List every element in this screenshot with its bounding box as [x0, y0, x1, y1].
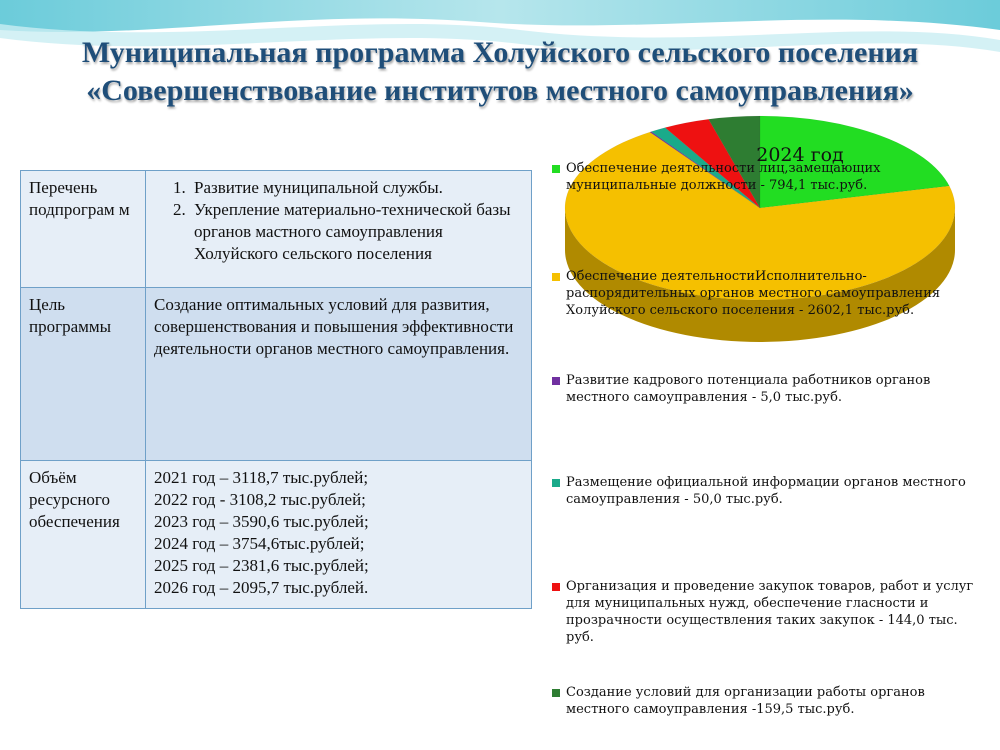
table-row-goal — [21, 288, 532, 461]
legend-label: Обеспечение деятельностиИсполнительно-распорядительных органов местного самоуправления Холуйского сельского поселения - 2602,1 тыс.руб. — [566, 269, 941, 318]
subprogram-item-1: 1. Развитие муниципальной службы. — [190, 177, 523, 199]
table-cell-subprograms — [146, 171, 532, 288]
legend-item — [552, 578, 982, 646]
legend-item — [552, 268, 982, 319]
funding-year-line: 2023 год – 3590,6 тыс.рублей; — [154, 512, 369, 531]
page-title — [0, 34, 1000, 110]
program-info-table — [20, 170, 532, 609]
table-cell-funding — [146, 461, 532, 609]
funding-year-line: 2022 год - 3108,2 тыс.рублей; — [154, 490, 366, 509]
chart-title: 2024 год — [756, 144, 844, 166]
legend-label: Развитие кадрового потенциала работников органов местного самоуправления - 5,0 тыс.руб. — [566, 373, 931, 405]
subprogram-list — [154, 177, 523, 265]
legend-swatch — [552, 479, 560, 487]
funding-year-line: 2025 год – 2381,6 тыс.рублей; — [154, 556, 369, 575]
table-row-funding — [21, 461, 532, 609]
table-cell-label: Цель программы — [21, 288, 146, 461]
page-title-line-1: Муниципальная программа Холуйского сельского поселения — [81, 36, 919, 69]
legend-label: Размещение официальной информации органов местного самоуправления - 50,0 тыс.руб. — [566, 475, 966, 507]
legend-item — [552, 474, 982, 508]
legend-swatch — [552, 165, 560, 173]
page-title-line-2: «Совершенствование институтов местного самоуправления» — [86, 74, 914, 107]
funding-year-line: 2021 год – 3118,7 тыс.рублей; — [154, 468, 369, 487]
legend-swatch — [552, 689, 560, 697]
table-row-subprograms — [21, 171, 532, 288]
funding-year-line: 2024 год – 3754,6тыс.рублей; — [154, 534, 365, 553]
legend-swatch — [552, 583, 560, 591]
table-cell-goal: Создание оптимальных условий для развития, совершенствования и повышения эффективности деятельности органов местного самоуправления. — [146, 288, 532, 461]
legend-swatch — [552, 273, 560, 281]
pie-chart — [560, 108, 960, 358]
legend-item — [552, 372, 982, 406]
legend-swatch — [552, 377, 560, 385]
legend-item — [552, 160, 982, 194]
legend-label: Организация и проведение закупок товаров, работ и услуг для муниципальных нужд, обеспечение гласности и прозрачности осуществления таких закупок - 144,0 тыс. руб. — [566, 579, 974, 645]
funding-year-line: 2026 год – 2095,7 тыс.рублей. — [154, 578, 369, 597]
legend-label: Обеспечение деятельности лиц,замещающих муниципальные должности - 794,1 тыс.руб. — [566, 161, 881, 193]
table-cell-label: Объём ресурсного обеспечения — [21, 461, 146, 609]
legend-label: Создание условий для организации работы органов местного самоуправления -159,5 тыс.руб. — [566, 685, 925, 717]
legend-item — [552, 684, 982, 718]
subprogram-item-2: 2. Укрепление материально-технической базы органов мастного самоуправления Холуйского сельского поселения — [190, 199, 523, 265]
table-cell-label: Перечень подпрограм м — [21, 171, 146, 288]
